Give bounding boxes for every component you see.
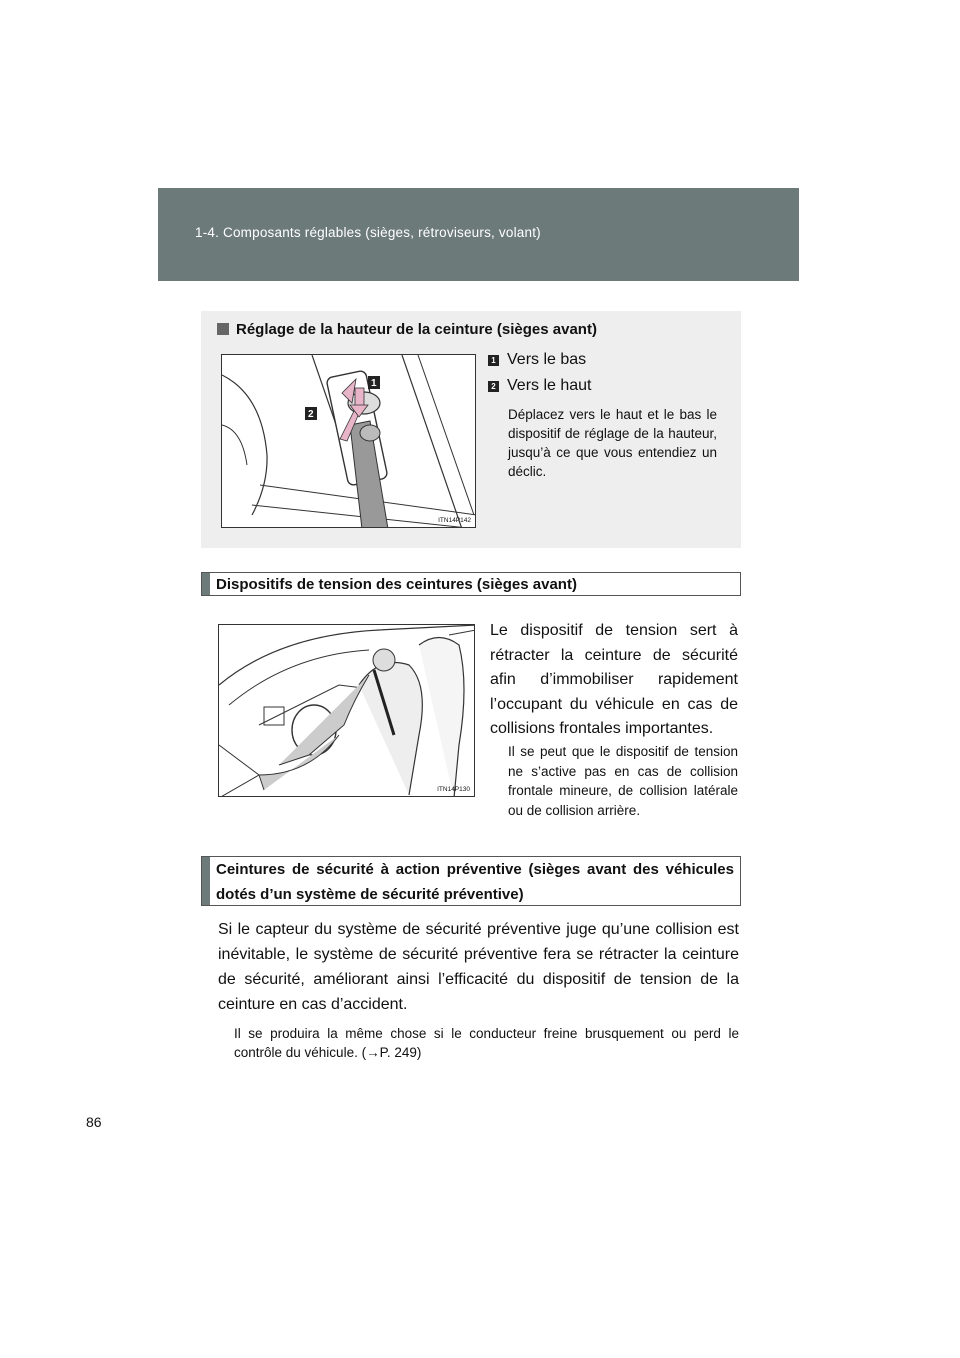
car-interior-drawing xyxy=(219,625,475,797)
square-bullet-icon xyxy=(217,323,229,335)
preventive-note: Il se produira la même chose si le conducteur freine brusquement ou perd le contrôle du véhicule. (→P. 249) xyxy=(234,1026,739,1060)
section-heading-pretensioners: Dispositifs de tension des ceintures (sièges avant) xyxy=(201,572,741,596)
pretensioner-text: Le dispositif de tension sert à rétracter la ceinture de sécurité afin d’immobiliser rapidement l’occupant du véhicule en cas de collisions frontales importantes. xyxy=(490,622,738,737)
chapter-header xyxy=(158,188,799,281)
page-number: 86 xyxy=(86,1114,102,1130)
seatbelt-height-illustration xyxy=(221,354,476,528)
section-heading-preventive: Ceintures de sécurité à action préventive (sièges avant des véhicules dotés d’un système de sécurité préventive) xyxy=(201,856,741,906)
info-box-title: Réglage de la hauteur de la ceinture (sièges avant) xyxy=(217,321,597,338)
preventive-text: Si le capteur du système de sécurité préventive juge qu’une collision est inévitable, le système de sécurité préventive fera se rétracter la ceinture de sécurité, améliorant ainsi l’efficacité du dispositif de tension de la ceinture en cas d’accident. xyxy=(218,921,739,1013)
list-item-up: 2 Vers le haut xyxy=(488,377,592,395)
figure-code: ITN14P142 xyxy=(438,517,471,524)
list-item-down: 1 Vers le bas xyxy=(488,351,586,369)
pretensioner-illustration xyxy=(218,624,475,797)
svg-text:2: 2 xyxy=(308,409,314,420)
adjustment-note: Déplacez vers le haut et le bas le dispositif de réglage de la hauteur, jusqu’à ce que vous entendiez un déclic. xyxy=(508,407,717,479)
pretensioner-note: Il se peut que le dispositif de tension ne s’active pas en cas de collision frontale mineure, de collision latérale ou de collision arrière. xyxy=(508,744,738,818)
info-box xyxy=(201,311,741,548)
seatbelt-anchor-drawing xyxy=(222,355,476,528)
figure-code: ITN14P130 xyxy=(437,786,470,793)
breadcrumb: 1-4. Composants réglables (sièges, rétroviseurs, volant) xyxy=(195,225,541,240)
number-badge: 1 xyxy=(488,355,499,366)
number-badge: 2 xyxy=(488,381,499,392)
svg-text:1: 1 xyxy=(371,378,377,389)
